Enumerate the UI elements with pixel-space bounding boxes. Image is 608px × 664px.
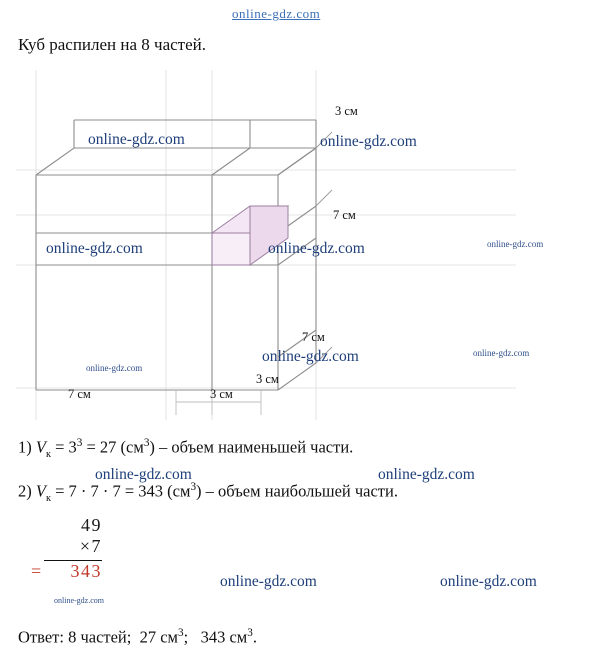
watermark: online-gdz.com [320, 133, 417, 150]
solution-step-2 [18, 481, 398, 504]
watermark: online-gdz.com [86, 363, 143, 373]
answer-volume-big: 343 см [200, 627, 248, 647]
watermark: online-gdz.com [262, 348, 359, 365]
multiplication-operand-2: ×7 [79, 536, 102, 557]
step1-subscript: к [45, 448, 51, 460]
cube-svg [16, 70, 516, 420]
step1-mid: = 27 (см [82, 437, 144, 457]
watermark: online-gdz.com [473, 348, 530, 358]
step1-variable: V [35, 437, 46, 457]
answer-parts: 8 частей; [68, 627, 132, 647]
step2-subscript: к [45, 492, 51, 504]
watermark: online-gdz.com [88, 131, 185, 148]
watermark-top: online-gdz.com [232, 6, 321, 21]
equals-sign: = [31, 561, 43, 582]
watermark: online-gdz.com [54, 596, 104, 605]
answer-period: . [252, 627, 257, 647]
watermark: online-gdz.com [487, 239, 544, 249]
figure-label-3cm-top: 3 см [335, 104, 358, 118]
answer-volume-small: 27 см [139, 627, 178, 647]
figure-label-7cm-right: 7 см [333, 208, 356, 222]
watermark: online-gdz.com [95, 466, 192, 483]
multiplication-operand-1: 49 [81, 515, 102, 535]
figure-label-7cm-depth: 7 см [302, 330, 325, 344]
answer-volume-small-exp: 3 [178, 627, 184, 639]
step1-tail: ) – объем наименьшей части. [149, 437, 354, 457]
solution-step-1 [18, 437, 353, 460]
answer-separator: ; [183, 627, 189, 647]
figure-label-7cm-bottom: 7 см [68, 387, 91, 401]
watermark: online-gdz.com [46, 240, 143, 257]
figure-label-3cm-depth: 3 см [256, 372, 279, 386]
step2-tail: ) – объем наибольшей части. [196, 481, 398, 501]
column-multiplication [31, 515, 102, 583]
step1-number: 1) [18, 437, 32, 457]
answer-line [18, 627, 257, 648]
page-title: Куб распилен на 8 частей. [18, 35, 207, 54]
answer-label: Ответ: [18, 627, 64, 647]
multiplication-result: 343 [70, 561, 102, 582]
answer-volume-big-exp: 3 [247, 627, 253, 639]
step1-exp1: 3 [76, 437, 83, 449]
multiplication-result-wrap [31, 561, 102, 582]
watermark: online-gdz.com [268, 240, 365, 257]
step2-number: 2) [18, 481, 32, 501]
step1-exp2: 3 [143, 437, 150, 449]
step2-variable: V [35, 481, 46, 501]
watermark: online-gdz.com [378, 466, 475, 483]
figure-label-3cm-bottom: 3 см [210, 387, 233, 401]
step2-body: = 7 · 7 · 7 = 343 (см [50, 481, 191, 501]
watermark: online-gdz.com [220, 573, 317, 590]
cube-figure [16, 70, 516, 420]
watermark: online-gdz.com [440, 573, 537, 590]
step1-body: = 3 [50, 437, 77, 457]
step2-exp2: 3 [190, 481, 197, 493]
